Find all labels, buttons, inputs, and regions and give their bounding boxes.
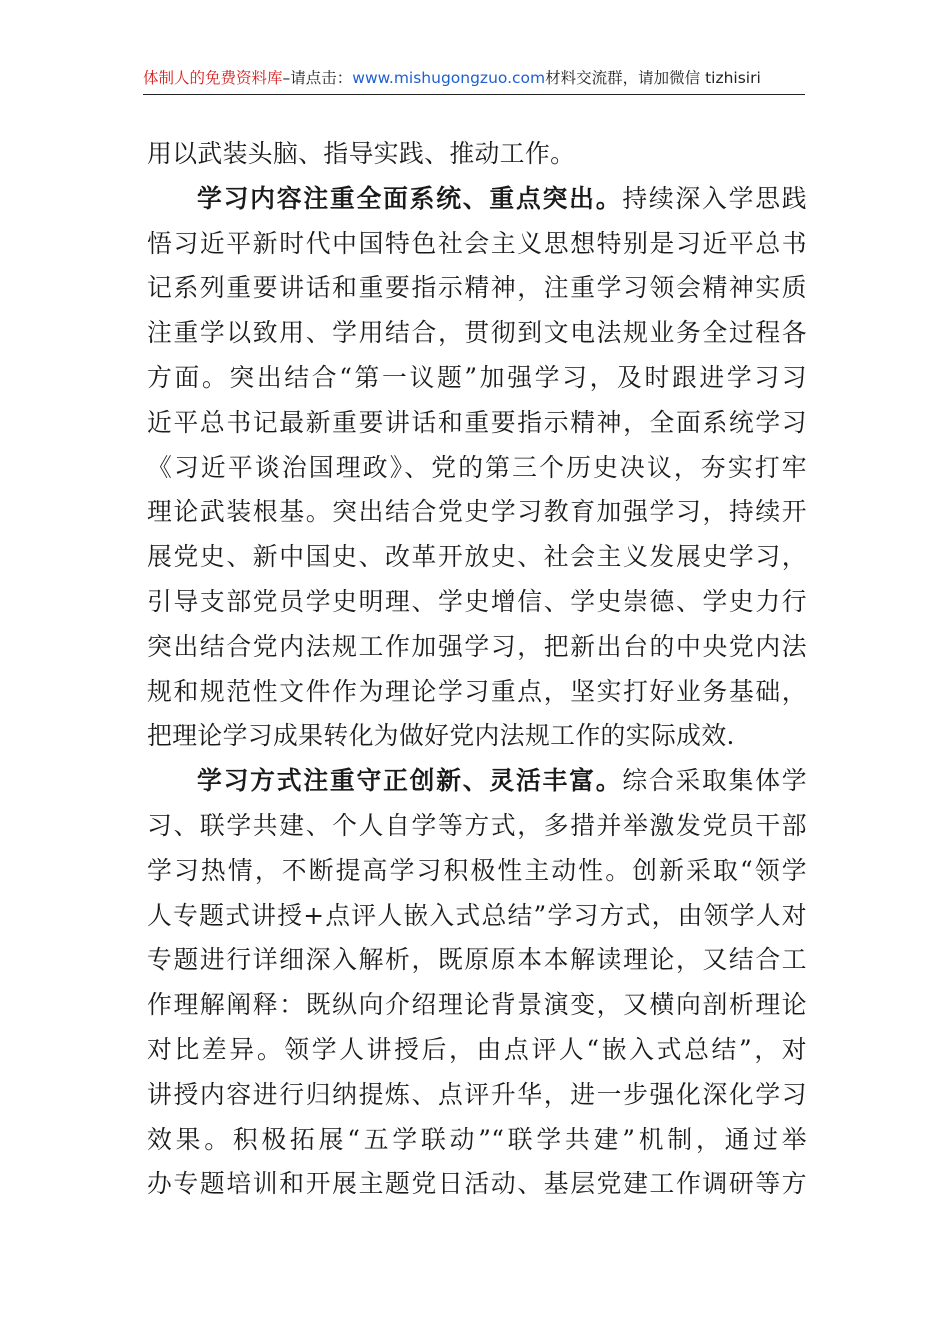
paragraph-first-line (147, 177, 807, 222)
text-line: 办专题培训和开展主题党日活动、基层党建工作调研等方 (147, 1169, 807, 1199)
paragraph-heading: 学习方式注重守正创新、灵活丰富。 (197, 766, 623, 796)
text-line: 用以武装头脑、指导实践、推动工作。 (147, 139, 576, 168)
header-note: 材料交流群，请加微信 tizhisiri (545, 69, 761, 87)
text-line: 引导支部党员学史明理、学史增信、学史崇德、学史力行 (147, 586, 807, 616)
text-line: 《习近平谈治国理政》、党的第三个历史决议，夯实打牢 (147, 452, 807, 482)
text-line: 理论武装根基。突出结合党史学习教育加强学习，持续开 (147, 497, 807, 527)
text-line: 作理解阐释：既纵向介绍理论背景演变，又横向剖析理论 (147, 990, 807, 1020)
text-line: 学习热情，不断提高学习积极性主动性。创新采取“领学 (147, 855, 807, 885)
text-line: 专题进行详细深入解析，既原原本本解读理论，又结合工 (147, 945, 807, 975)
text-line: 对比差异。领学人讲授后，由点评人“嵌入式总结”，对 (147, 1034, 807, 1064)
header-link[interactable]: www.mishugongzuo.com (352, 69, 546, 87)
paragraph-text: 综合采取集体学 (622, 766, 807, 796)
text-line: 记系列重要讲话和重要指示精神，注重学习领会精神实质 (147, 273, 807, 303)
text-line: 悟习近平新时代中国特色社会主义思想特别是习近平总书 (147, 228, 807, 258)
paragraph-text: 持续深入学思践 (622, 183, 807, 213)
paragraph-first-line (147, 759, 807, 804)
text-line: 注重学以致用、学用结合，贯彻到文电法规业务全过程各 (147, 318, 807, 348)
text-line: 人专题式讲授+点评人嵌入式总结”学习方式，由领学人对 (147, 900, 807, 930)
text-line: 讲授内容进行归纳提炼、点评升华，进一步强化深化学习 (147, 1079, 807, 1109)
document-body (147, 132, 807, 1207)
header-brand: 体制人的免费资料库 (143, 69, 283, 87)
text-line: 效果。积极拓展“五学联动”“联学共建”机制，通过举 (147, 1124, 807, 1154)
text-line: 习、联学共建、个人自学等方式，多措并举激发党员干部 (147, 810, 807, 840)
paragraph-heading: 学习内容注重全面系统、重点突出。 (197, 183, 623, 213)
header-prompt: –请点击： (282, 69, 353, 87)
text-line: 展党史、新中国史、改革开放史、社会主义发展史学习， (147, 542, 807, 572)
text-line: 规和规范性文件作为理论学习重点，坚实打好业务基础， (147, 676, 807, 706)
page-header (143, 66, 805, 95)
text-line: 突出结合党内法规工作加强学习，把新出台的中央党内法 (147, 631, 807, 661)
text-line: 方面。突出结合“第一议题”加强学习，及时跟进学习习 (147, 362, 807, 392)
text-line: 把理论学习成果转化为做好党内法规工作的实际成效. (147, 721, 735, 751)
text-line: 近平总书记最新重要讲话和重要指示精神，全面系统学习 (147, 407, 807, 437)
